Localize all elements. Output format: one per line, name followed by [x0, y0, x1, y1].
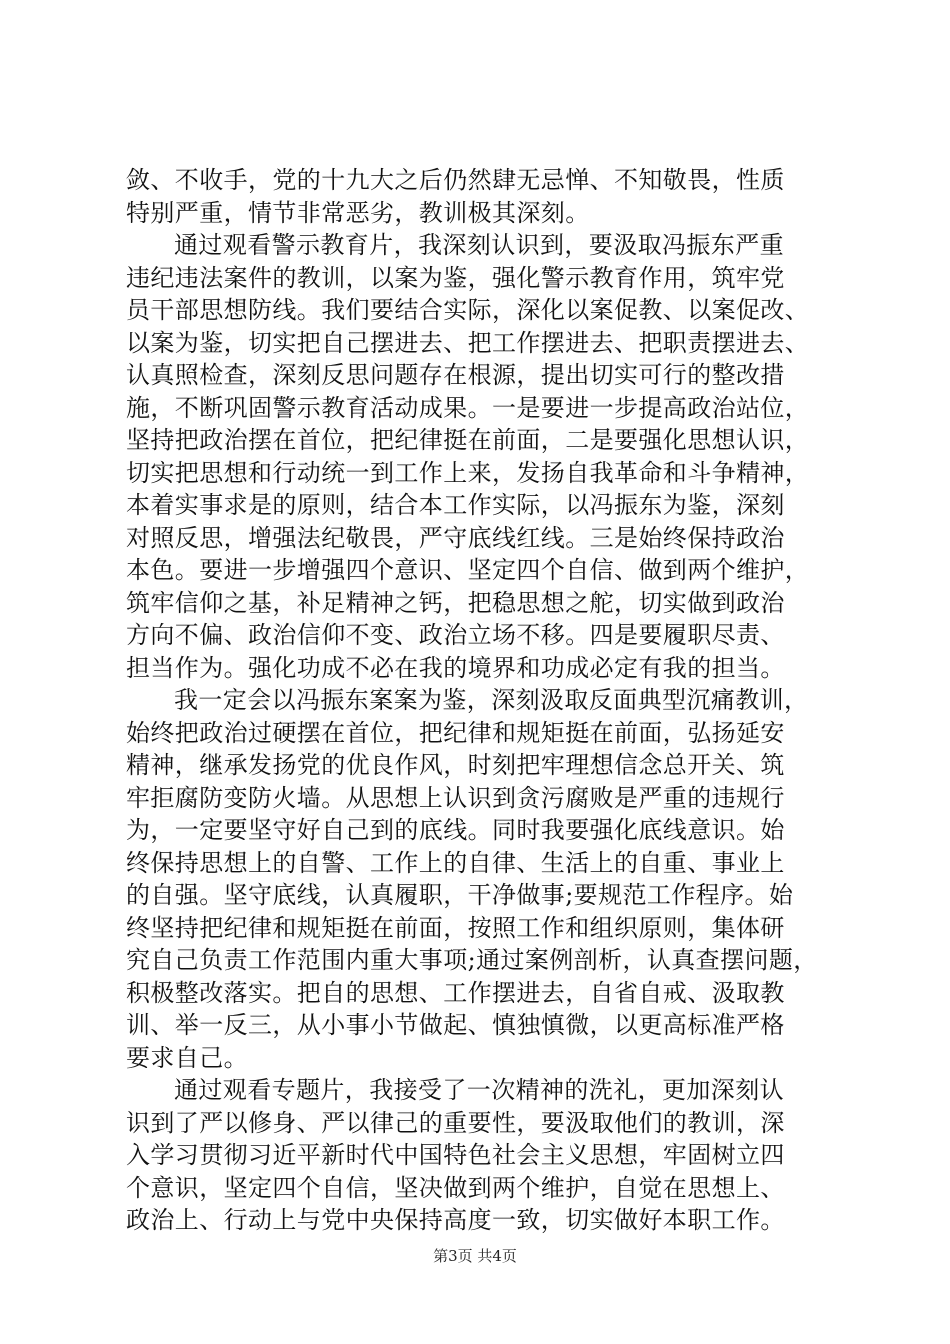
text-line: 通过观看专题片，我接受了一次精神的洗礼，更加深刻认	[174, 1076, 784, 1104]
text-line: 政治上、行动上与党中央保持高度一致，切实做好本职工作。	[126, 1206, 785, 1234]
text-line: 认真照检查，深刻反思问题存在根源，提出切实可行的整改措	[126, 361, 785, 389]
paragraph	[126, 164, 848, 229]
text-line: 终保持思想上的自警、工作上的自律、生活上的自重、事业上	[126, 848, 785, 877]
text-line: 施，不断巩固警示教育活动成果。一是要进一步提高政治站位，	[126, 393, 810, 422]
text-line: 特别严重，情节非常恶劣，教训极其深刻。	[126, 198, 590, 227]
paragraph	[126, 1074, 848, 1237]
text-line: 始终把政治过硬摆在首位，把纪律和规矩挺在前面，弘扬延安	[126, 718, 785, 747]
text-line: 本色。要进一步增强四个意识、坚定四个自信、做到两个维护，	[126, 556, 810, 584]
text-line: 训、举一反三，从小事小节做起、慎独慎微，以更高标准严格	[126, 1011, 785, 1039]
text-line: 入学习贯彻习近平新时代中国特色社会主义思想，牢固树立四	[126, 1141, 785, 1169]
text-line: 我一定会以冯振东案案为鉴，深刻汲取反面典型沉痛教训，	[174, 686, 809, 714]
text-line: 以案为鉴，切实把自己摆进去、把工作摆进去、把职责摆进去、	[126, 328, 810, 357]
text-line: 的自强。坚守底线，认真履职，干净做事;要规范工作程序。始	[126, 881, 794, 909]
text-line: 敛、不收手，党的十九大之后仍然肆无忌惮、不知敬畏，性质	[126, 166, 785, 194]
text-line: 精神，继承发扬党的优良作风，时刻把牢理想信念总开关、筑	[126, 751, 785, 779]
text-line: 积极整改落实。把自的思想、工作摆进去，自省自戒、汲取教	[126, 978, 785, 1007]
text-line: 终坚持把纪律和规矩挺在前面，按照工作和组织原则，集体研	[126, 913, 785, 942]
text-line: 为，一定要坚守好自己到的底线。同时我要强化底线意识。始	[126, 816, 785, 844]
text-line: 牢拒腐防变防火墙。从思想上认识到贪污腐败是严重的违规行	[126, 783, 785, 812]
paragraph	[126, 229, 848, 684]
text-line: 究自己负责工作范围内重大事项;通过案例剖析，认真查摆问题，	[126, 946, 818, 974]
text-line: 违纪违法案件的教训，以案为鉴，强化警示教育作用，筑牢党	[126, 263, 785, 292]
text-line: 担当作为。强化功成不必在我的境界和功成必定有我的担当。	[126, 653, 785, 682]
text-line: 方向不偏、政治信仰不变、政治立场不移。四是要履职尽责、	[126, 621, 785, 649]
text-line: 本着实事求是的原则，结合本工作实际，以冯振东为鉴，深刻	[126, 491, 785, 519]
paragraph	[126, 684, 848, 1074]
text-line: 筑牢信仰之基，补足精神之钙，把稳思想之舵，切实做到政治	[126, 588, 785, 617]
text-line: 员干部思想防线。我们要结合实际，深化以案促教、以案促改、	[126, 296, 810, 324]
text-line: 个意识，坚定四个自信，坚决做到两个维护，自觉在思想上、	[126, 1173, 785, 1202]
text-line: 切实把思想和行动统一到工作上来，发扬自我革命和斗争精神，	[126, 458, 810, 487]
document-body	[126, 164, 848, 1237]
text-line: 坚持把政治摆在首位，把纪律挺在前面，二是要强化思想认识，	[126, 426, 810, 454]
text-line: 对照反思，增强法纪敬畏，严守底线红线。三是始终保持政治	[126, 523, 785, 552]
page-number-footer: 第3页 共4页	[433, 1247, 517, 1265]
text-line: 要求自己。	[126, 1043, 248, 1072]
text-line: 通过观看警示教育片，我深刻认识到，要汲取冯振东严重	[174, 231, 784, 259]
text-line: 识到了严以修身、严以律己的重要性，要汲取他们的教训，深	[126, 1108, 785, 1137]
